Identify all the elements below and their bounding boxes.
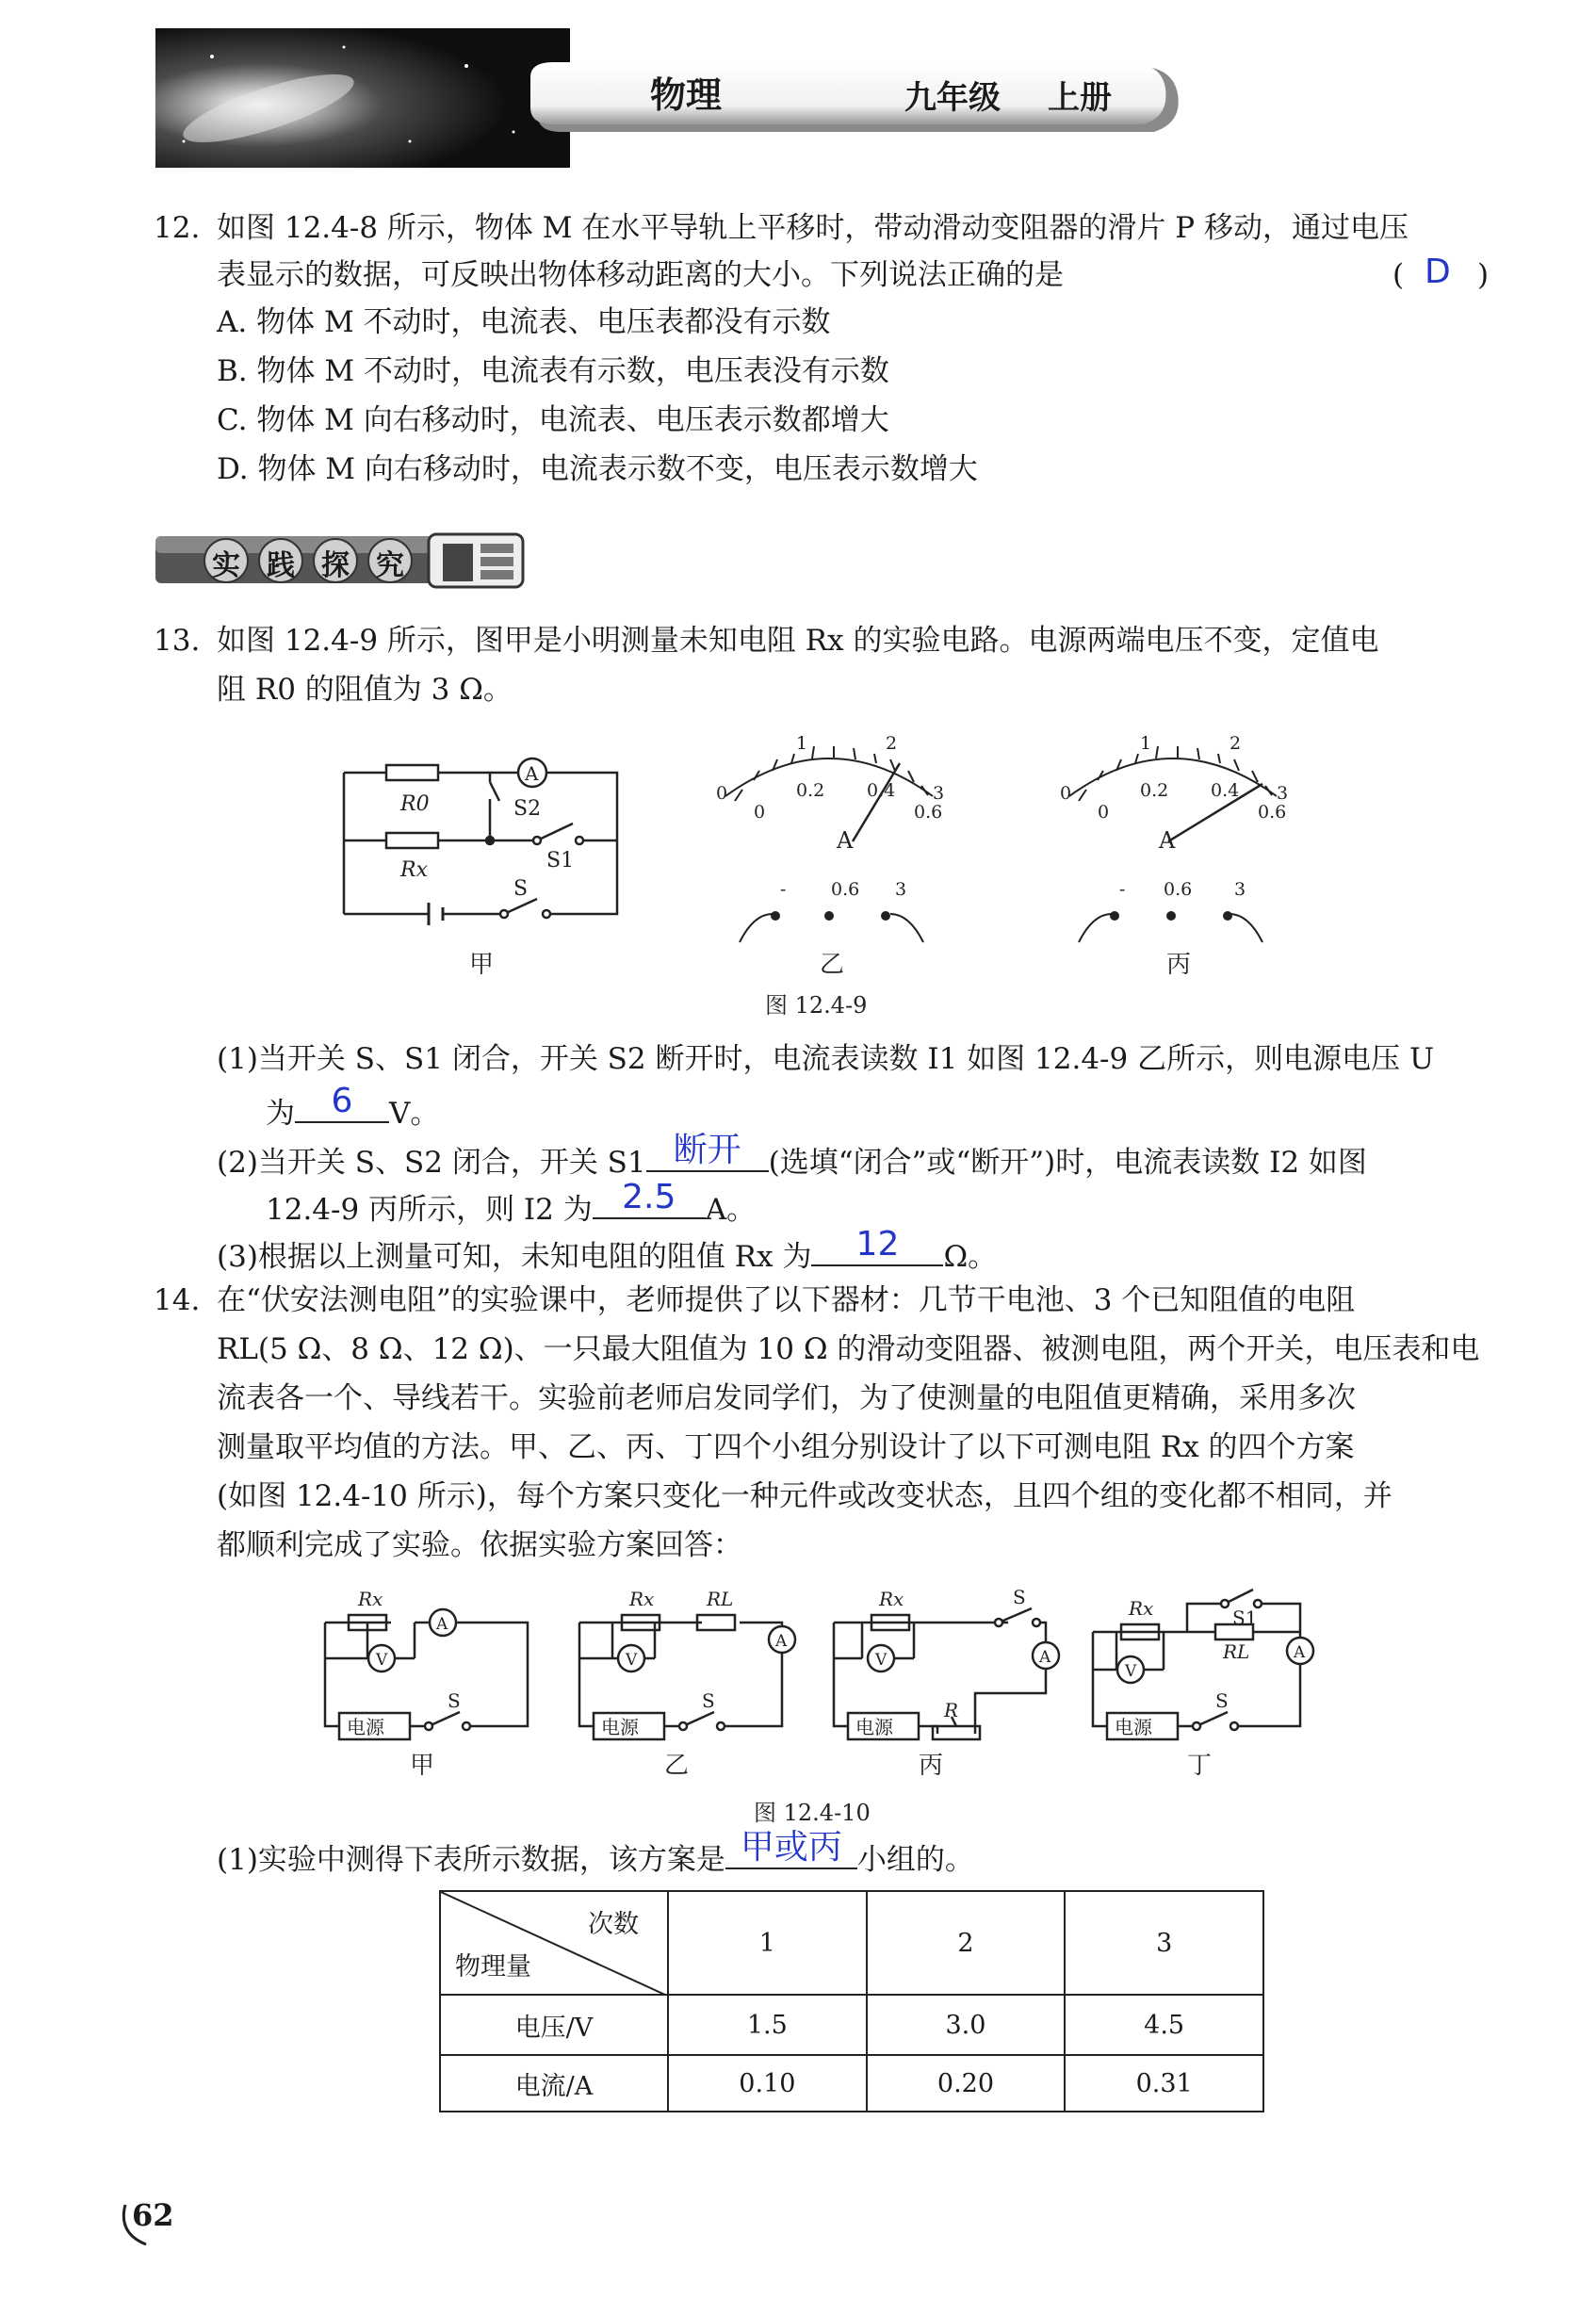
q14-line-3: 流表各一个、导线若干。实验前老师启发同学们，为了使测量的电阻值更精确，采用多次: [217, 1381, 1356, 1415]
fig14-jia-s: S: [448, 1689, 461, 1712]
q13-sub1-answer: 6: [331, 1082, 353, 1120]
header-subject: 物理: [650, 74, 723, 116]
circuit-jia-13: [344, 758, 617, 925]
q14-sub1-suffix: 小组的。: [856, 1843, 974, 1877]
table-corner-cell: [440, 1891, 668, 1995]
fig14-jia-rx: Rx: [358, 1588, 383, 1610]
meter-yi-scale-06: 0.6: [914, 802, 943, 823]
meter-bing-scale-04: 0.4: [1211, 780, 1240, 801]
fig-12-4-9-label-yi: 乙: [820, 951, 845, 979]
meter-yi-scale-3: 3: [933, 783, 945, 804]
fig-12-4-9-label-jia: 甲: [469, 951, 495, 979]
q14-sub1-answer: 甲或丙: [740, 1828, 842, 1867]
table-cell: 0.31: [1065, 2055, 1263, 2112]
q12-answer-paren-open: (: [1392, 258, 1405, 292]
fig-12-4-10-caption: 图 12.4-10: [754, 1800, 871, 1826]
fig14-yi-s: S: [702, 1689, 715, 1712]
fig-12-4-9-label-bing: 丙: [1166, 951, 1192, 979]
fig14-ding-power: 电源: [1115, 1716, 1152, 1738]
q13-sub2-line2: [266, 1178, 757, 1229]
q13-line1: 如图 12.4-9 所示，图甲是小明测量未知电阻 Rx 的实验电路。电源两端电压不变，定值电: [217, 624, 1379, 658]
q13-sub2-line1: [217, 1131, 1367, 1182]
meter-yi-scale-0b: 0: [754, 802, 766, 823]
fig14-label-yi: 乙: [664, 1752, 690, 1780]
q13-sub3-suffix: Ω。: [943, 1240, 998, 1274]
q14-number: 14.: [154, 1283, 201, 1317]
meter-bing-scale-3: 3: [1277, 783, 1289, 804]
fig14-bing-power: 电源: [855, 1716, 893, 1738]
table-corner-top: 次数: [588, 1910, 639, 1939]
fig14-ding-s1: S1: [1232, 1607, 1258, 1629]
fig14-yi-rx: Rx: [629, 1588, 655, 1610]
circuit-jia-s-label: S: [513, 877, 529, 901]
table-cell: 4.5: [1065, 1995, 1263, 2055]
table-header-2: 2: [867, 1891, 1066, 1995]
q13-sub2-answer2: 2.5: [622, 1178, 676, 1216]
table-cell: 0.20: [867, 2055, 1066, 2112]
table-row-label: 电压/V: [440, 1995, 668, 2055]
circuit-jia-s1-label: S1: [546, 849, 575, 873]
fig14-yi-v: V: [626, 1651, 638, 1670]
fig14-jia-a: A: [436, 1615, 448, 1634]
fig-12-4-9-caption: 图 12.4-9: [765, 992, 868, 1019]
meter-bing-scale-06: 0.6: [1258, 802, 1287, 823]
q14-sub1-blank[interactable]: [725, 1828, 857, 1869]
q14-line-5: (如图 12.4-10 所示)，每个方案只变化一种元件或改变状态，且四个组的变化都不相同，并: [217, 1479, 1392, 1513]
meter-bing-scale-2: 2: [1230, 733, 1242, 754]
section-banner-char-4: 究: [376, 549, 404, 582]
meter-bing-terminal-3: 3: [1234, 879, 1246, 900]
q14-line-6: 都顺利完成了实验。依据实验方案回答：: [217, 1528, 742, 1562]
q13-sub2-answer1: 断开: [673, 1131, 741, 1169]
meter-bing-terminal-06: 0.6: [1164, 879, 1193, 900]
meter-bing-terminal-neg: -: [1119, 879, 1126, 900]
fig14-ding-rx: Rx: [1129, 1597, 1154, 1620]
circuit-jia-rx-label: Rx: [400, 858, 428, 882]
meter-yi-terminal-3: 3: [895, 879, 907, 900]
fig14-ding-a: A: [1294, 1643, 1306, 1662]
q13-sub2-blank1[interactable]: [646, 1131, 769, 1172]
ammeter-yi: [725, 746, 933, 942]
meter-bing-unit: A: [1159, 827, 1176, 854]
header-grade: 九年级: [904, 79, 1001, 117]
meter-yi-scale-1: 1: [796, 733, 808, 754]
fig14-label-jia: 甲: [410, 1752, 435, 1780]
q13-sub2-blank2[interactable]: [593, 1178, 706, 1219]
table-row-label: 电流/A: [440, 2055, 668, 2112]
q12-answer: D: [1425, 253, 1451, 291]
fig14-yi-power: 电源: [601, 1716, 639, 1738]
section-banner-char-3: 探: [321, 549, 350, 582]
fig14-bing-s: S: [1013, 1586, 1026, 1608]
circuit-jia-s2-label: S2: [513, 797, 542, 821]
table-cell: 0.10: [668, 2055, 867, 2112]
meter-yi-scale-2: 2: [886, 733, 898, 754]
q12-line1: 如图 12.4-8 所示，物体 M 在水平导轨上平移时，带动滑动变阻器的滑片 P 移动，通过电压: [217, 211, 1409, 245]
q13-sub2-suffix: A。: [705, 1193, 757, 1227]
fig14-yi-rl: RL: [707, 1588, 734, 1610]
table-header-1: 1: [668, 1891, 867, 1995]
header-volume: 上册: [1048, 79, 1112, 117]
q13-sub1-line2: [266, 1082, 440, 1133]
q12-number: 12.: [154, 211, 201, 245]
fig14-bing-r: R: [944, 1699, 959, 1721]
q12-option-d: D. 物体 M 向右移动时，电流表示数不变，电压表示数增大: [217, 452, 978, 486]
q13-sub3-prefix: (3)根据以上测量可知，未知电阻的阻值 Rx 为: [217, 1240, 812, 1274]
figure-12-4-9: [320, 726, 1338, 1027]
q13-sub3-blank[interactable]: [811, 1225, 943, 1266]
fig14-ding-rl: RL: [1223, 1640, 1250, 1663]
fig14-ding-v: V: [1125, 1662, 1137, 1681]
table-cell: 3.0: [867, 1995, 1066, 2055]
fig14-yi-a: A: [775, 1632, 788, 1651]
fig14-bing-a: A: [1039, 1648, 1051, 1667]
q12-option-c: C. 物体 M 向右移动时，电流表、电压表示数都增大: [217, 403, 889, 437]
meter-yi-scale-0: 0: [716, 783, 728, 804]
q13-sub1-prefix: 为: [266, 1097, 295, 1131]
q13-sub1-blank[interactable]: [295, 1082, 389, 1123]
q13-sub2-prefix: (2)当开关 S、S2 闭合，开关 S1: [217, 1146, 646, 1180]
meter-bing-scale-0b: 0: [1098, 802, 1110, 823]
circuit-jia-ammeter-label: A: [525, 762, 539, 785]
meter-bing-scale-02: 0.2: [1140, 780, 1169, 801]
q12-option-b: B. 物体 M 不动时，电流表有示数，电压表没有示数: [217, 354, 889, 388]
meter-yi-terminal-06: 0.6: [831, 879, 860, 900]
fig14-bing-v: V: [875, 1651, 888, 1670]
table-cell: 1.5: [668, 1995, 867, 2055]
q14-data-table: [439, 1890, 1264, 2112]
q14-line-2: RL(5 Ω、8 Ω、12 Ω)、一只最大阻值为 10 Ω 的滑动变阻器、被测电阻，两个开关，电压表和电: [217, 1332, 1480, 1366]
meter-bing-scale-0: 0: [1060, 783, 1072, 804]
fig14-jia-v: V: [376, 1651, 388, 1670]
q13-sub2-line2-prefix: 12.4-9 丙所示，则 I2 为: [266, 1193, 593, 1227]
table-header-3: 3: [1065, 1891, 1263, 1995]
meter-yi-scale-04: 0.4: [867, 780, 896, 801]
fig14-jia-power: 电源: [347, 1716, 384, 1738]
q12-line2: 表显示的数据，可反映出物体移动距离的大小。下列说法正确的是: [217, 258, 1064, 292]
figure-12-4-10: [311, 1575, 1328, 1830]
q14-line-4: 测量取平均值的方法。甲、乙、丙、丁四个小组分别设计了以下可测电阻 Rx 的四个方案: [217, 1430, 1355, 1464]
circuit-jia-r0-label: R0: [400, 792, 430, 816]
q12-answer-paren-close: ): [1477, 258, 1490, 292]
q13-sub3-answer: 12: [855, 1225, 900, 1264]
meter-yi-terminal-neg: -: [780, 879, 787, 900]
fig14-label-ding: 丁: [1187, 1752, 1213, 1780]
q13-sub2-middle: (选填“闭合”或“断开”)时，电流表读数 I2 如图: [768, 1146, 1367, 1180]
page-number: 62: [132, 2197, 174, 2233]
fig14-bing-rx: Rx: [879, 1588, 904, 1610]
fig14-label-bing: 丙: [919, 1752, 944, 1780]
q14-sub1: [217, 1828, 974, 1879]
q14-sub1-prefix: (1)实验中测得下表所示数据，该方案是: [217, 1843, 725, 1877]
q13-number: 13.: [154, 624, 201, 658]
fig14-ding-s: S: [1215, 1689, 1229, 1712]
meter-bing-scale-1: 1: [1140, 733, 1152, 754]
meter-yi-unit: A: [837, 827, 854, 854]
q14-line-1: 在“伏安法测电阻”的实验课中，老师提供了以下器材：几节干电池、3 个已知阻值的电阻: [217, 1283, 1356, 1317]
q13-line2: 阻 R0 的阻值为 3 Ω。: [217, 673, 513, 707]
q12-option-a: A. 物体 M 不动时，电流表、电压表都没有示数: [217, 305, 831, 339]
section-banner-char-2: 践: [267, 549, 295, 582]
section-banner-char-1: 实: [212, 549, 240, 582]
table-corner-bottom: 物理量: [455, 1952, 531, 1982]
q13-sub1-line1: (1)当开关 S、S1 闭合，开关 S2 断开时，电流表读数 I1 如图 12.4-9 乙所示，则电源电压 U: [217, 1042, 1435, 1076]
q13-sub1-suffix: V。: [389, 1097, 440, 1131]
meter-yi-scale-02: 0.2: [796, 780, 825, 801]
q13-sub3: [217, 1225, 998, 1276]
